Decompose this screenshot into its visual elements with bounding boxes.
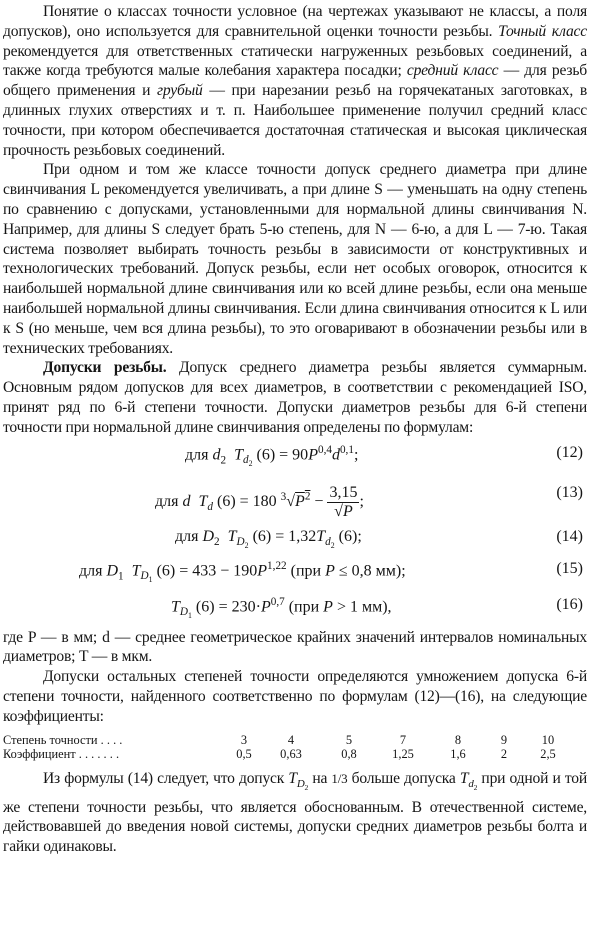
table-cell: 0,8 bbox=[341, 746, 357, 761]
table-row-coefficients bbox=[3, 747, 587, 761]
formula-13-expression: для d $T_d$ (6) = 180 $^3√P^2$ − $\frac{3,15}{√P}$ ; bbox=[155, 483, 364, 520]
text-run: при одной и той же степени точности резьбы, что является обоснованным. В отечественной системе, действовавшей до введения новой системы, допуски средних диаметров резьбы болта и гайки одинаковы. bbox=[3, 769, 587, 856]
formula-12-expression: для $d_2$ $T_{d_2}$ $(6) = 90P^{0,4}d^{0,1}$; bbox=[185, 443, 359, 469]
section-heading: Допуски резьбы. bbox=[43, 359, 167, 377]
italic-term: грубый bbox=[157, 82, 203, 100]
formula-number: (15) bbox=[556, 559, 583, 577]
table-cell: 1,25 bbox=[392, 746, 414, 761]
fraction: 1/3 bbox=[331, 770, 348, 786]
italic-term: средний класс bbox=[406, 62, 499, 80]
formula-16 bbox=[3, 586, 587, 628]
formula-13 bbox=[3, 470, 587, 518]
table-cell: 2 bbox=[500, 746, 508, 761]
paragraph-other-degrees: Допуски остальных степеней точности определяются умножением допуска 6-й степени точности, найденного соответственно по формулам (12)—(16), на следующие коэффициенты: bbox=[3, 668, 587, 725]
formula-number: (16) bbox=[556, 595, 583, 613]
formula-16-expression: $T_{D_1}$ $(6) = 230\cdot P^{0,7}$ (при P > 1 мм), bbox=[171, 595, 392, 621]
italic-term: Точный класс bbox=[498, 22, 587, 40]
table-cell: 4 bbox=[287, 732, 295, 747]
table-row-degrees bbox=[3, 733, 587, 747]
text-run: Из формулы (14) следует, что допуск bbox=[43, 769, 289, 787]
formula-number: (13) bbox=[556, 483, 583, 501]
table-cell: 8 bbox=[454, 732, 462, 747]
formula-number: (14) bbox=[556, 527, 583, 545]
row-label: Коэффициент . . . . . . . bbox=[3, 746, 120, 761]
table-cell: 0,63 bbox=[280, 746, 302, 761]
table-cell: 10 bbox=[541, 732, 555, 747]
table-cell: 5 bbox=[345, 732, 353, 747]
table-cell: 1,6 bbox=[450, 746, 466, 761]
text-run: рекомендуется для ответственных статически нагруженных резьбовых соединений, а также когда требуются малые колебания характера посадки; bbox=[3, 42, 587, 80]
formula-12 bbox=[3, 438, 587, 470]
row-label: Степень точности . . . . bbox=[3, 732, 123, 747]
table-cell: 0,5 bbox=[236, 746, 252, 761]
text-run: на bbox=[308, 769, 332, 787]
text-run: — при нарезании резьб на горячекатаных заготовках, в длинных глухих отверстиях и т. п. Наибольшее применение получил средний класс точности, при котором обеспечивается достаточная статическая и высокая циклическая прочность резьбовых соединений. bbox=[3, 82, 587, 159]
text-run: — для резьб общего применения и bbox=[3, 62, 587, 100]
text-run: больше допуска bbox=[347, 769, 460, 787]
formula-15 bbox=[3, 554, 587, 586]
document-page bbox=[3, 0, 587, 857]
paragraph-accuracy-classes bbox=[3, 2, 587, 160]
paragraph-length-of-engagement: При одном и том же классе точности допуск среднего диаметра при длине свинчивания L рекомендуется увеличивать, а при длине S — уменьшать на одну степень по сравнению с допусками, установленными для нормальной длины свинчивания N. Например, для длины S следует брать 5-ю степень, для N — 6-ю, а для L — 7-ю. Такая система позволяет выбирать точность резьбы в зависимости от конструктивных и технологических требований. Допуск резьбы, если нет особых оговорок, относится к наибольшей нормальной длине свинчивания или ко всей длине резьбы, если она меньше наибольшей нормальной длины свинчивания. Если длина свинчивания относится к L или к S (но меньше, чем вся длина резьбы), то это оговаривают в обозначении резьбы или в технических требованиях. bbox=[3, 161, 587, 357]
formula-15-expression: для $D_1$ $T_{D_1}$ $(6) = 433 - 190P^{1,22}$ (при P ≤ 0,8 мм); bbox=[79, 559, 406, 585]
table-cell: 9 bbox=[500, 732, 508, 747]
table-cell: 3 bbox=[240, 732, 248, 747]
paragraph-where: где P — в мм; d — среднее геометрическое крайних значений интервалов номинальных диаметров; T — в мкм. bbox=[3, 628, 587, 666]
paragraph-conclusion: Из формулы (14) следует, что допуск $T_{D_2}$ на 1/3 больше допуска $T_{d_2}$ при одной и той же степени точности резьбы, что является обоснованным. В отечественной системе, действовавшей до введения новой системы, допуски средних диаметров резьбы болта и гайки одинаковы. bbox=[3, 769, 587, 856]
table-cell: 2,5 bbox=[540, 746, 556, 761]
coefficient-table bbox=[3, 733, 587, 761]
paragraph-thread-tolerances bbox=[3, 358, 587, 437]
formula-14 bbox=[3, 522, 587, 554]
table-cell: 7 bbox=[399, 732, 407, 747]
formula-number: (12) bbox=[556, 443, 583, 461]
text-run: Понятие о классах точности условное (на чертежах указывают не классы, а поля допусков), оно используется для сравнительной оценки точности резьбы. bbox=[3, 3, 587, 40]
formula-14-expression: для $D_2$ $T_{D_2}$ $(6) = 1,32T_{d_2}$ (6); bbox=[175, 527, 362, 550]
text-run: Допуск среднего диаметра резьбы является суммарным. Основным рядом допусков для всех диаметров, в соответствии с рекомендацией ISO, принят ряд по 6-й степени точности. Допуски диаметров резьбы для 6-й степени точности при нормальной длине свинчивания определены по формулам: bbox=[3, 359, 588, 436]
